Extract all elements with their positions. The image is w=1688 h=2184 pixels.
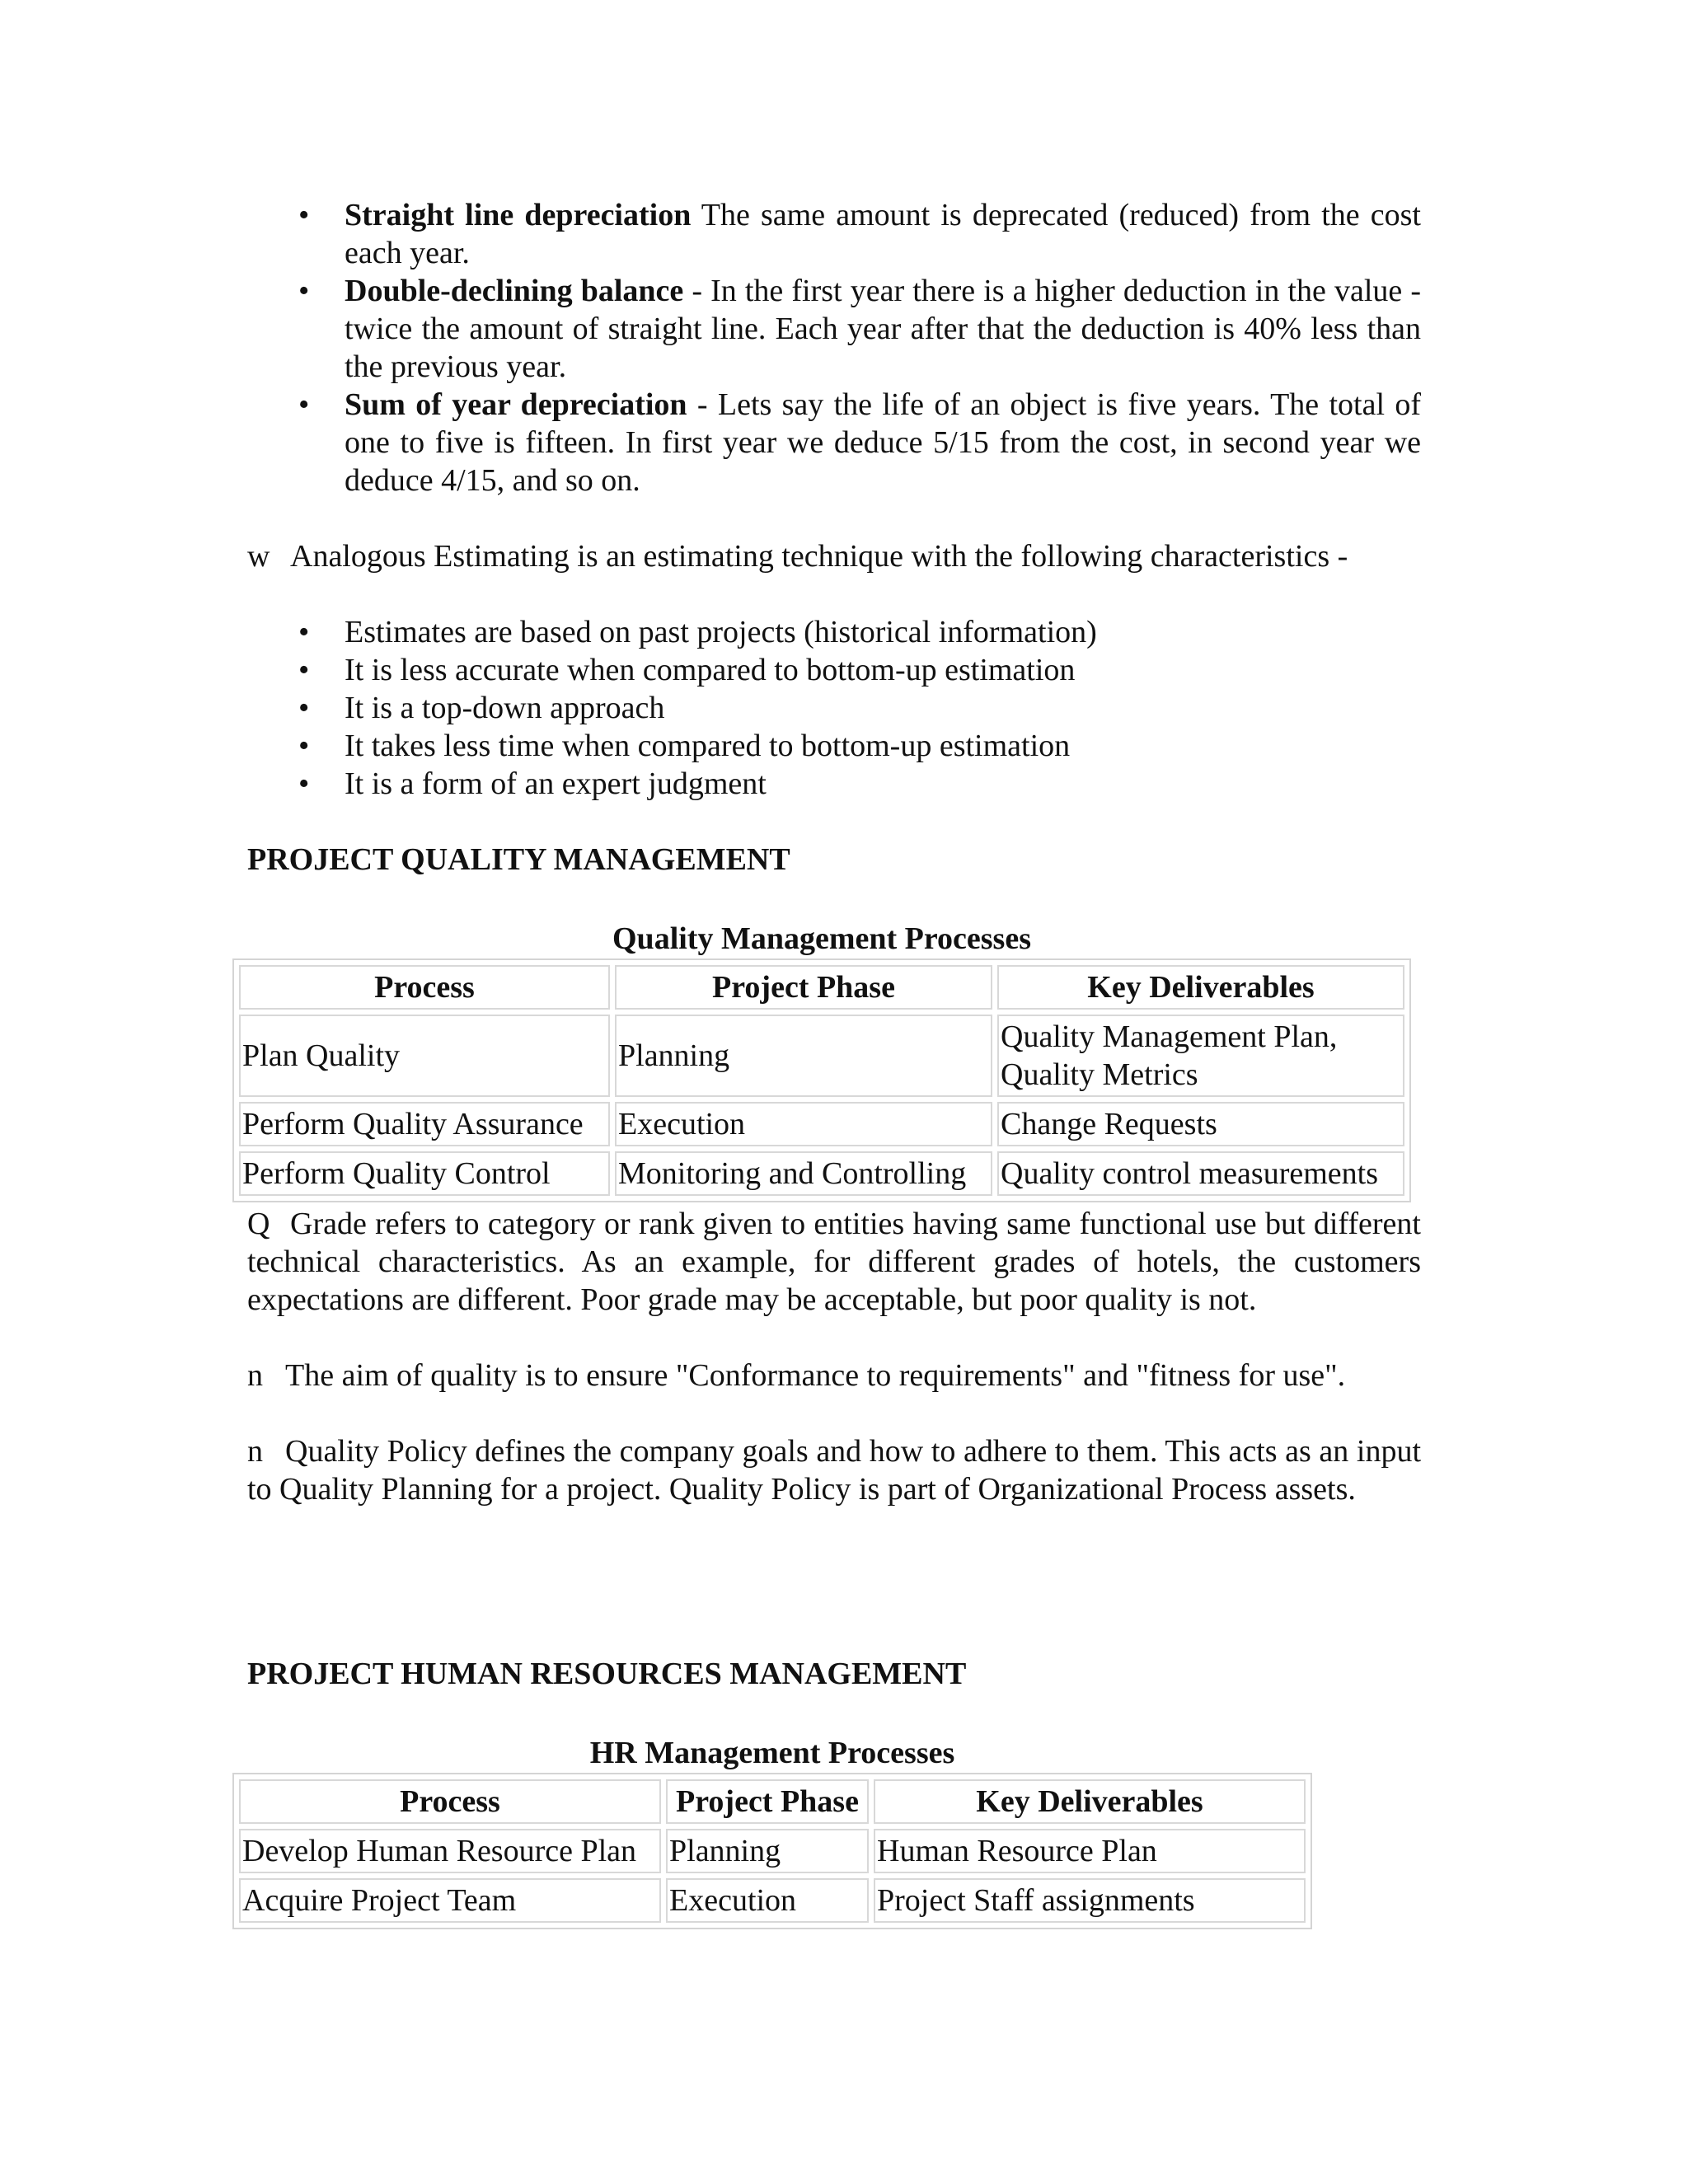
paragraph-text: Grade refers to category or rank given to entities having same functional use but different technical characteristics. As an example, for different grades of hotels, the customers expectations are different. Poor grade may be acceptable, but poor quality is not.	[247, 1207, 1421, 1317]
bullet-icon: •	[298, 274, 310, 308]
hr-processes-table	[232, 1773, 1312, 1929]
table-cell: Acquire Project Team	[239, 1878, 661, 1923]
table-cell: Perform Quality Assurance	[239, 1102, 610, 1146]
table-row	[239, 1151, 1404, 1196]
table-caption-hr: HR Management Processes	[589, 1736, 955, 1770]
table-row	[239, 1829, 1306, 1873]
column-header: Key Deliverables	[997, 965, 1404, 1010]
term-description: The same amount is deprecated (reduced) from the cost each year.	[345, 198, 1421, 270]
paragraph-marker: n	[247, 1358, 263, 1393]
table-cell: Perform Quality Control	[239, 1151, 610, 1196]
list-item-text: It is a top-down approach	[345, 691, 665, 725]
list-item-text: It is a form of an expert judgment	[345, 766, 767, 801]
quality-note-aim	[247, 1357, 1421, 1394]
table-cell: Project Staff assignments	[874, 1878, 1306, 1923]
section-heading-quality: PROJECT QUALITY MANAGEMENT	[247, 842, 790, 877]
paragraph-text: The aim of quality is to ensure "Conformance to requirements" and "fitness for use".	[285, 1358, 1346, 1393]
table-cell: Execution	[666, 1878, 869, 1923]
depreciation-list	[298, 196, 1421, 499]
table-cell: Monitoring and Controlling	[615, 1151, 992, 1196]
list-item	[298, 386, 1421, 499]
list-item-text: It is less accurate when compared to bottom-up estimation	[345, 653, 1076, 687]
list-item	[298, 613, 1421, 651]
term: Double-declining balance	[345, 274, 684, 308]
table-cell: Plan Quality	[239, 1015, 610, 1097]
column-header: Process	[239, 965, 610, 1010]
paragraph-marker: n	[247, 1434, 263, 1469]
list-item-text: It takes less time when compared to bottom-up estimation	[345, 729, 1071, 763]
list-item	[298, 196, 1421, 272]
bullet-icon: •	[298, 691, 310, 725]
table-cell: Change Requests	[997, 1102, 1404, 1146]
table-header-row	[239, 965, 1404, 1010]
paragraph-text: Quality Policy defines the company goals and how to adhere to them. This acts as an input to Quality Planning for a project. Quality Policy is part of Organizational Process assets.	[247, 1434, 1421, 1507]
table-cell: Planning	[615, 1015, 992, 1097]
table-row	[239, 1878, 1306, 1923]
analogous-paragraph	[247, 537, 1421, 575]
quality-processes-table	[232, 958, 1411, 1202]
table-caption-quality: Quality Management Processes	[612, 921, 1031, 956]
column-header: Process	[239, 1779, 661, 1824]
bullet-icon: •	[298, 198, 310, 232]
bullet-icon: •	[298, 615, 310, 649]
table-cell: Quality control measurements	[997, 1151, 1404, 1196]
table-row	[239, 1015, 1404, 1097]
quality-note-grade	[247, 1205, 1421, 1319]
list-item	[298, 651, 1421, 689]
bullet-icon: •	[298, 387, 310, 422]
column-header: Project Phase	[666, 1779, 869, 1824]
bullet-icon: •	[298, 653, 310, 687]
column-header: Project Phase	[615, 965, 992, 1010]
term-description: - Lets say the life of an object is five years. The total of one to five is fifteen. In first year we deduce 5/15 from the cost, in second year we deduce 4/15, and so on.	[345, 387, 1421, 498]
paragraph-text: Analogous Estimating is an estimating technique with the following characteristics -	[290, 539, 1348, 574]
bullet-icon: •	[298, 729, 310, 763]
table-cell: Human Resource Plan	[874, 1829, 1306, 1873]
table-header-row	[239, 1779, 1306, 1824]
term: Straight line depreciation	[345, 198, 692, 232]
list-item	[298, 765, 1421, 803]
term: Sum of year depreciation	[345, 387, 687, 422]
analogous-list	[298, 613, 1421, 803]
table-row	[239, 1102, 1404, 1146]
table-cell: Develop Human Resource Plan	[239, 1829, 661, 1873]
list-item	[298, 689, 1421, 727]
section-heading-hr: PROJECT HUMAN RESOURCES MANAGEMENT	[247, 1657, 967, 1691]
list-item-text: Estimates are based on past projects (historical information)	[345, 615, 1097, 649]
quality-note-policy	[247, 1432, 1421, 1508]
term-description: - In the first year there is a higher deduction in the value - twice the amount of straight line. Each year after that the deduction is 40% less than the previous year.	[345, 274, 1422, 384]
paragraph-marker: w	[247, 539, 270, 574]
paragraph-marker: Q	[247, 1207, 270, 1241]
list-item	[298, 727, 1421, 765]
table-cell: Execution	[615, 1102, 992, 1146]
column-header: Key Deliverables	[874, 1779, 1306, 1824]
table-cell: Planning	[666, 1829, 869, 1873]
list-item	[298, 272, 1421, 386]
bullet-icon: •	[298, 766, 310, 801]
table-cell: Quality Management Plan, Quality Metrics	[997, 1015, 1404, 1097]
